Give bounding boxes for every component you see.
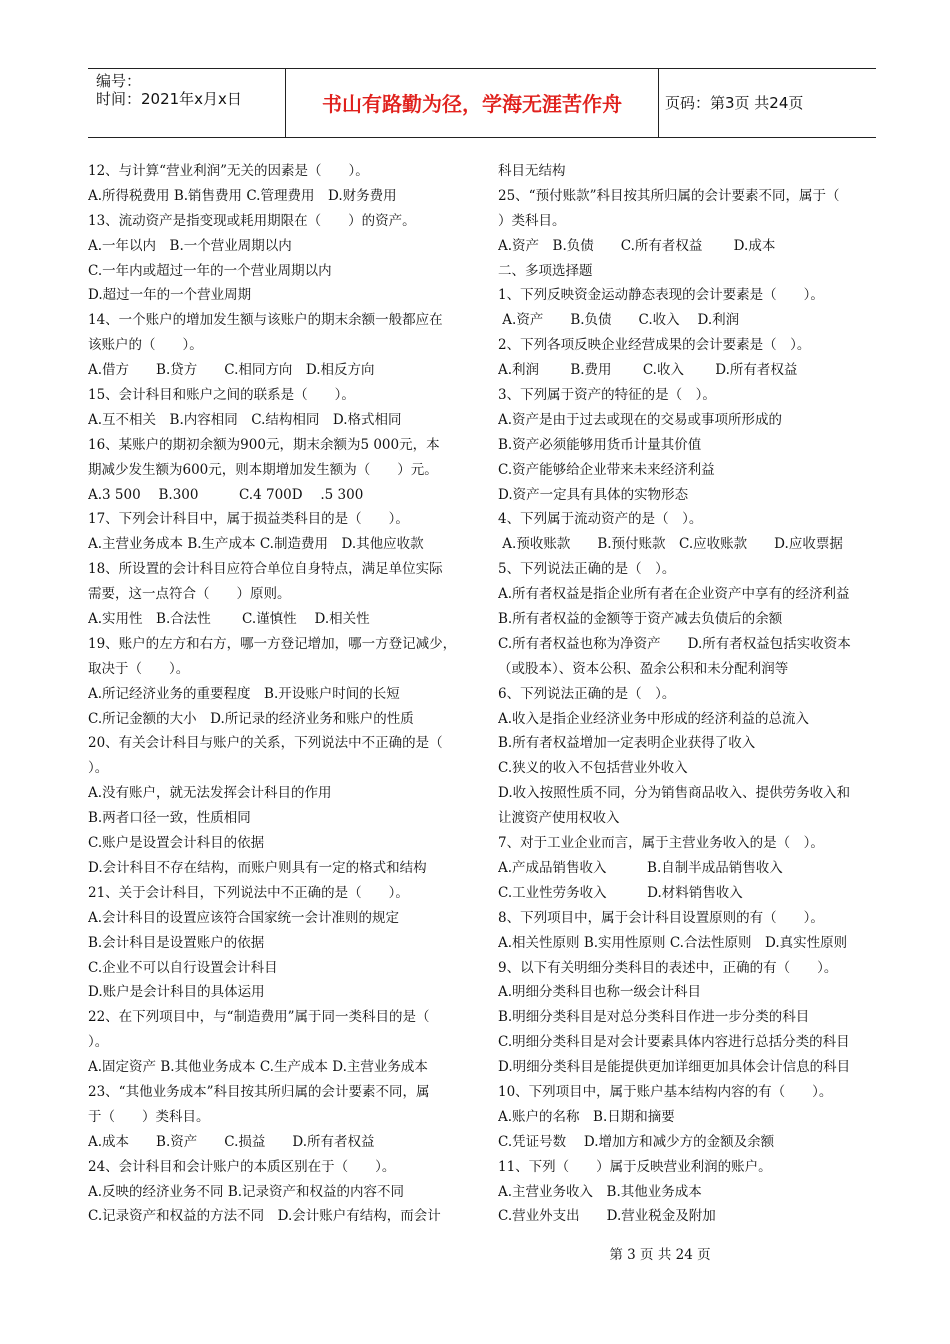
text-line: D.明细分类科目是能提供更加详细更加具体会计信息的科目 [498,1059,851,1076]
text-line: 科目无结构 [498,163,566,179]
text-line: A.账户的名称 B.日期和摘要 [498,1108,675,1125]
text-line: A.实用性 B.合法性 C.谨慎性 D.相关性 [88,611,370,628]
text-line: C.所有者权益也称为净资产 D.所有者权益包括实收资本 [498,635,851,652]
text-line: 24、会计科目和会计账户的本质区别在于（ ）。 [88,1158,396,1175]
text-line: C.记录资产和权益的方法不同 D.会计账户有结构，而会计 [88,1208,441,1225]
text-line: B.所有者权益的金额等于资产减去负债后的余额 [498,611,783,628]
text-line: B.资产必须能够用货币计量其价值 [498,436,702,453]
header-page-cell [659,69,876,137]
text-line: A.没有账户，就无法发挥会计科目的作用 [88,785,332,802]
text-line: 22、在下列项目中，与“制造费用”属于同一类科目的是（ [88,1009,430,1026]
text-line: 16、某账户的期初余额为900元，期末余额为5 000元，本 [88,436,440,453]
text-line: D.账户是会计科目的具体运用 [88,984,265,1001]
text-line: （或股本）、资本公积、盈余公积和未分配利润等 [498,660,789,677]
text-line: A.会计科目的设置应该符合国家统一会计准则的规定 [88,909,400,926]
text-line: 17、下列会计科目中，属于损益类科目的是（ ）。 [88,511,409,528]
text-line: A.3 500 B.300 C.4 700D .5 300 [88,486,364,503]
left-text-column [88,159,476,1229]
text-line: A.一年以内 B.一个营业周期以内 [88,237,292,254]
text-line: B.会计科目是设置账户的依据 [88,934,265,951]
text-line: 5、下列说法正确的是（ ）。 [498,561,676,578]
text-line: C.资产能够给企业带来未来经济利益 [498,461,715,478]
text-line: 11、下列（ ）属于反映营业利润的账户。 [498,1158,772,1175]
text-line: ）类科目。 [498,212,566,229]
text-line: A.收入是指企业经济业务中形成的经济利益的总流入 [498,710,810,727]
text-line: A.资产 B.负债 C.所有者权益 D.成本 [498,237,776,254]
text-line: C.营业外支出 D.营业税金及附加 [498,1208,716,1225]
text-line: 19、账户的左方和右方，哪一方登记增加，哪一方登记减少， [88,635,457,652]
text-line: 9、以下有关明细分类科目的表述中，正确的有（ ）。 [498,959,838,976]
text-line: ）。 [88,1034,109,1051]
text-line: 2、下列各项反映企业经营成果的会计要素是（ ）。 [498,337,811,354]
text-line: C.狭义的收入不包括营业外收入 [498,760,688,777]
text-line: A.所得税费用 B.销售费用 C.管理费用 D.财务费用 [88,187,397,204]
text-line: A.成本 B.资产 C.损益 D.所有者权益 [88,1133,375,1150]
text-line: B.明细分类科目是对总分类科目作进一步分类的科目 [498,1009,810,1026]
document-number-label: 编号： [96,72,142,90]
text-line: D.资产一定具有具体的实物形态 [498,486,689,503]
text-line: 1、下列反映资金运动静态表现的会计要素是（ ）。 [498,287,824,304]
text-line: A.产成品销售收入 B.自制半成品销售收入 [498,859,783,876]
text-line: 6、下列说法正确的是（ ）。 [498,685,676,702]
text-line: A.预收账款 B.预付账款 C.应收账款 D.应收票据 [498,536,843,553]
text-line: 4、下列属于流动资产的是（ ）。 [498,511,703,528]
header-info-cell [88,69,286,137]
text-line: 该账户的（ ）。 [88,337,203,354]
text-line: D.会计科目不存在结构，而账户则具有一定的格式和结构 [88,859,427,876]
text-line: C.一年内或超过一年的一个营业周期以内 [88,262,332,279]
text-line: B.两者口径一致，性质相同 [88,810,251,827]
text-line: A.资产是由于过去或现在的交易或事项所形成的 [498,411,783,428]
text-line: D.收入按照性质不同，分为销售商品收入、提供劳务收入和 [498,785,851,802]
text-line: 期减少发生额为600元，则本期增加发生额为（ ）元。 [88,461,438,478]
text-line: 10、下列项目中，属于账户基本结构内容的有（ ）。 [498,1083,833,1100]
text-line: 8、下列项目中，属于会计科目设置原则的有（ ）。 [498,909,824,926]
text-line: 21、关于会计科目，下列说法中不正确的是（ ）。 [88,884,409,901]
text-line: 25、“预付账款”科目按其所归属的会计要素不同，属于（ [498,187,840,204]
text-line: 15、会计科目和账户之间的联系是（ ）。 [88,387,355,404]
text-line: A.所记经济业务的重要程度 B.开设账户时间的长短 [88,685,400,702]
text-line: A.主营业务收入 B.其他业务成本 [498,1183,702,1200]
text-line: A.所有者权益是指企业所有者在企业资产中享有的经济利益 [498,586,850,603]
text-line: C.凭证号数 D.增加方和减少方的金额及余额 [498,1133,775,1150]
text-line: C.所记金额的大小 D.所记录的经济业务和账户的性质 [88,710,414,727]
text-line: 23、“其他业务成本”科目按其所归属的会计要素不同，属 [88,1083,430,1100]
document-time-label: 时间：2021年x月x日 [96,90,242,108]
header-motto-cell [286,69,659,137]
text-line: C.企业不可以自行设置会计科目 [88,959,278,976]
page-footer: 第 3 页 共 24 页 [609,1247,711,1263]
text-line: 需要，这一点符合（ ）原则。 [88,586,291,603]
header-page-info: 页码：第3页 共24页 [665,94,804,112]
text-line: A.借方 B.贷方 C.相同方向 D.相反方向 [88,362,375,379]
text-line: 让渡资产使用权收入 [498,810,620,827]
text-line: 二、多项选择题 [498,262,593,279]
text-line: C.账户是设置会计科目的依据 [88,835,265,852]
text-line: A.资产 B.负债 C.收入 D.利润 [498,312,740,329]
right-text-column [498,159,882,1229]
text-line: 13、流动资产是指变现或耗用期限在（ ）的资产。 [88,212,416,229]
text-line: 18、所设置的会计科目应符合单位自身特点，满足单位实际 [88,561,443,578]
text-line: B.所有者权益增加一定表明企业获得了收入 [498,735,756,752]
text-line: 于（ ）类科目。 [88,1108,210,1125]
text-line: C.工业性劳务收入 D.材料销售收入 [498,884,743,901]
text-line: A.反映的经济业务不同 B.记录资产和权益的内容不同 [88,1183,405,1200]
text-line: 3、下列属于资产的特征的是（ ）。 [498,387,716,404]
text-line: 20、有关会计科目与账户的关系，下列说法中不正确的是（ [88,735,443,752]
text-line: 14、一个账户的增加发生额与该账户的期末余额一般都应在 [88,312,443,329]
text-line: A.利润 B.费用 C.收入 D.所有者权益 [498,362,798,379]
text-line: 取决于（ ）。 [88,660,190,677]
text-line: D.超过一年的一个营业周期 [88,287,252,304]
text-line: A.主营业务成本 B.生产成本 C.制造费用 D.其他应收款 [88,536,424,553]
text-line: A.互不相关 B.内容相同 C.结构相同 D.格式相同 [88,411,402,428]
text-line: 12、与计算“营业利润”无关的因素是（ ）。 [88,163,369,179]
text-line: A.固定资产 B.其他业务成本 C.生产成本 D.主营业务成本 [88,1059,428,1076]
text-line: C.明细分类科目是对会计要素具体内容进行总括分类的科目 [498,1034,850,1051]
text-line: A.相关性原则 B.实用性原则 C.合法性原则 D.真实性原则 [498,934,848,951]
page-header [88,68,876,138]
text-line: ）。 [88,760,109,777]
header-motto: 书山有路勤为径，学海无涯苦作舟 [322,92,622,116]
text-line: 7、对于工业企业而言，属于主营业务收入的是（ ）。 [498,835,824,852]
text-line: A.明细分类科目也称一级会计科目 [498,984,702,1001]
